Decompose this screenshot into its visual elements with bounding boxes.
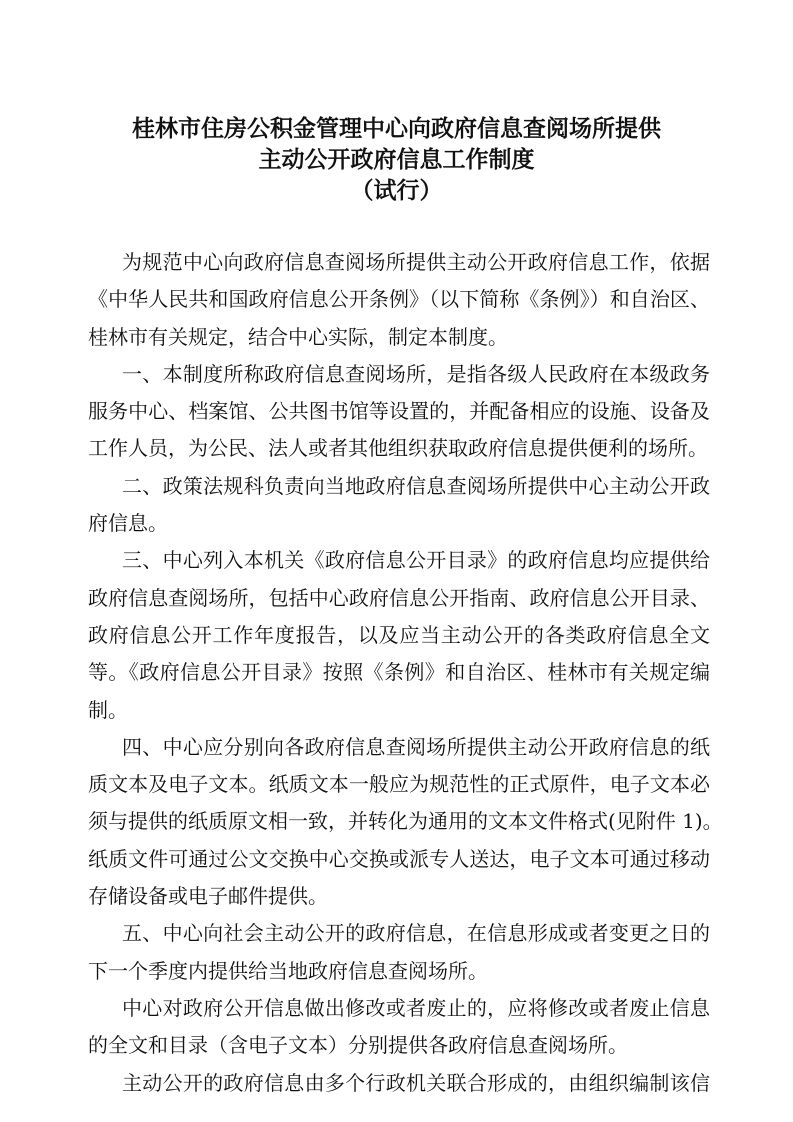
document-title xyxy=(0,113,793,206)
paragraph-line: 为规范中心向政府信息查阅场所提供主动公开政府信息工作，依据 xyxy=(122,250,710,274)
paragraph-line: 等。《政府信息公开目录》按照《条例》和自治区、桂林市有关规定编 xyxy=(88,660,710,685)
paragraph xyxy=(88,915,710,990)
paragraph xyxy=(88,1065,710,1102)
paragraph-line: 制。 xyxy=(88,697,128,722)
paragraph xyxy=(88,244,710,356)
paragraph-line: 存储设备或电子邮件提供。 xyxy=(88,884,328,909)
paragraph xyxy=(88,356,710,468)
paragraph-line: 政府信息查阅场所，包括中心政府信息公开指南、政府信息公开目录、 xyxy=(88,585,710,610)
paragraph-line: 桂林市有关规定，结合中心实际，制定本制度。 xyxy=(88,324,508,349)
paragraph-line: 二、政策法规科负责向当地政府信息查阅场所提供中心主动公开政 xyxy=(122,473,710,498)
paragraph-line: 一、本制度所称政府信息查阅场所，是指各级人民政府在本级政务 xyxy=(122,361,710,386)
paragraph-line: 服务中心、档案馆、公共图书馆等设置的，并配备相应的设施、设备及 xyxy=(88,399,710,424)
paragraph-line: 纸质文件可通过公文交换中心交换或派专人送达，电子文本可通过移动 xyxy=(88,846,710,871)
paragraph-line: 的全文和目录（含电子文本）分别提供各政府信息查阅场所。 xyxy=(88,1033,628,1058)
paragraph-line: 质文本及电子文本。纸质文本一般应为规范性的正式原件，电子文本必 xyxy=(88,772,710,797)
paragraph-line: 须与提供的纸质原文相一致，并转化为通用的文本文件格式(见附件 1)。 xyxy=(88,809,723,834)
paragraph xyxy=(88,990,710,1065)
paragraph xyxy=(88,468,710,543)
paragraph-line: 主动公开的政府信息由多个行政机关联合形成的，由组织编制该信 xyxy=(122,1070,710,1095)
title-line-3: （试行） xyxy=(350,177,443,204)
paragraph-line: 中心对政府公开信息做出修改或者废止的，应将修改或者废止信息 xyxy=(122,995,710,1020)
paragraph-line: 五、中心向社会主动公开的政府信息，在信息形成或者变更之日的 xyxy=(122,921,710,946)
paragraph-line: 工作人员，为公民、法人或者其他组织获取政府信息提供便利的场所。 xyxy=(88,436,708,461)
paragraph-line: 《中华人民共和国政府信息公开条例》（以下简称《条例》）和自治区、 xyxy=(88,287,710,312)
title-line-2: 主动公开政府信息工作制度 xyxy=(258,146,535,173)
paragraph-line: 四、中心应分别向各政府信息查阅场所提供主动公开政府信息的纸 xyxy=(122,734,710,759)
paragraph xyxy=(88,542,710,728)
paragraph-line: 下一个季度内提供给当地政府信息查阅场所。 xyxy=(88,958,488,983)
paragraph xyxy=(88,729,723,915)
title-line-1: 桂林市住房公积金管理中心向政府信息查阅场所提供 xyxy=(132,115,661,142)
paragraph-line: 三、中心列入本机关《政府信息公开目录》的政府信息均应提供给 xyxy=(122,548,710,573)
paragraph-line: 政府信息公开工作年度报告，以及应当主动公开的各类政府信息全文 xyxy=(88,622,710,647)
document-body xyxy=(88,244,723,1102)
paragraph-line: 府信息。 xyxy=(88,511,168,536)
